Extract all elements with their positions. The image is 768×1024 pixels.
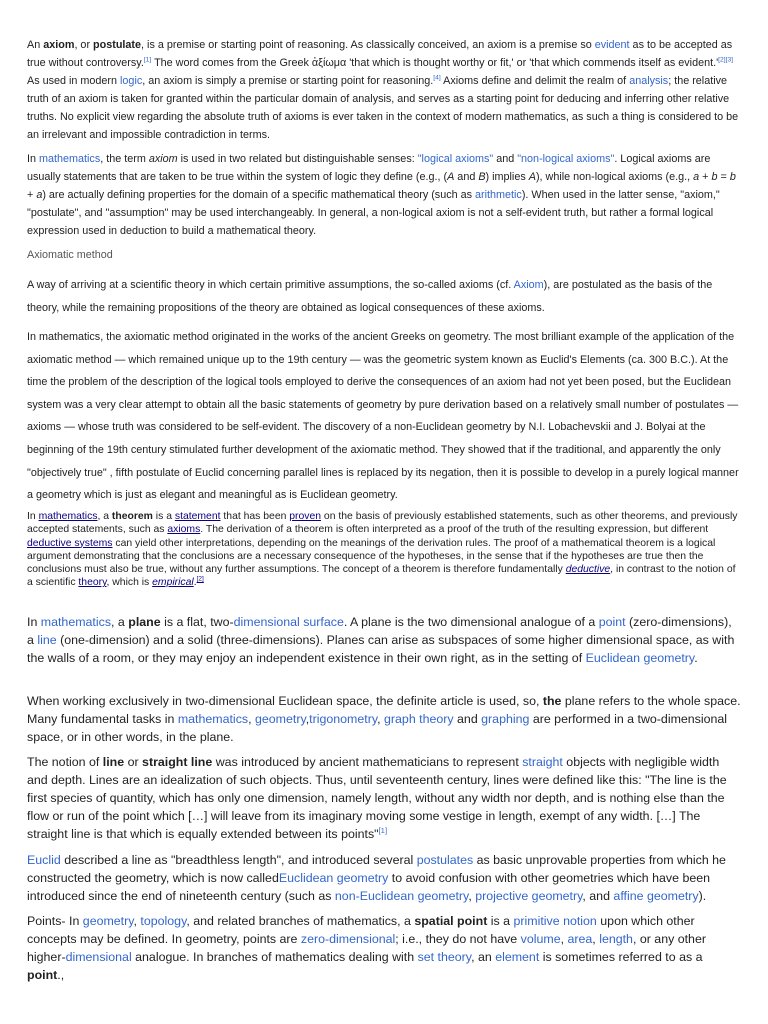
citation-1-line[interactable]: [1] — [378, 825, 388, 835]
link-graphing[interactable]: graphing — [481, 712, 530, 726]
citation-4[interactable]: [4] — [433, 74, 441, 82]
link-point[interactable]: point — [598, 615, 626, 629]
link-euclidean-geometry-2[interactable]: Euclidean geometry — [278, 871, 389, 885]
link-element[interactable]: element — [495, 950, 540, 964]
link-evident[interactable]: evident — [594, 39, 630, 51]
link-surface[interactable]: surface — [303, 615, 344, 629]
link-volume[interactable]: volume — [520, 932, 561, 946]
term-plane: plane — [128, 615, 161, 629]
link-geometry[interactable]: geometry — [254, 712, 306, 726]
link-length[interactable]: length — [599, 932, 633, 946]
term-spatial-point: spatial point — [414, 914, 488, 928]
term-point: point — [27, 968, 58, 982]
link-proven[interactable]: proven — [289, 511, 322, 522]
citation-2-3[interactable]: [2][3] — [718, 56, 734, 64]
link-graph-theory[interactable]: graph theory — [384, 712, 454, 726]
axiom-intro-paragraph: An axiom, or postulate, is a premise or starting point of reasoning. As classically conceived, an axiom is a premise so evident as to be accepted as true without controversy.[1] The word comes from the Greek ἀξίωμα 'that which is thought worthy or fit,' or 'that which commends itself as evident.'[2][3] As used in modern logic, an axiom is simply a premise or starting point for reasoning.[4] Axioms define and delimit the realm of analysis; the relative truth of an axiom is taken for granted within the particular domain of analysis, and serves as a starting point for deducing and inferring other relative truths. No explicit view regarding the absolute truth of axioms is ever taken in the context of modern mathematics, as such a thing is considered to be an irrelevant and impossible contradiction in terms. — [27, 39, 739, 141]
link-mathematics-2[interactable]: mathematics — [177, 712, 249, 726]
plane-definition-paragraph: In mathematics, a plane is a flat, two-dimensional surface. A plane is the two dimensional analogue of a point (zero-dimensions), a line (one-dimension) and a solid (three-dimensions). Planes can arise as subspaces of some higher dimensional space, as with the walls of a room, or they may enjoy an independent existence in their own right, as in the setting of Euclidean geometry. — [27, 615, 735, 665]
link-logical-axioms[interactable]: "logical axioms" — [417, 153, 494, 165]
link-topology[interactable]: topology — [140, 914, 187, 928]
plane-usage-paragraph: When working exclusively in two-dimensional Euclidean space, the definite article is used, so, the plane refers to the whole space. Many fundamental tasks in mathematics, geometry,trigonometry, graph theory and graphing are performed in a two-dimensional space, or in other words, in the plane. — [27, 694, 741, 744]
term-straight-line: straight line — [142, 755, 213, 769]
term-theorem: theorem — [111, 511, 153, 522]
link-dimensional-2[interactable]: dimensional — [65, 950, 132, 964]
link-deductive-systems[interactable]: deductive systems — [27, 537, 113, 549]
link-axioms[interactable]: axioms — [167, 524, 201, 536]
link-theory[interactable]: theory — [78, 577, 107, 589]
term-line: line — [102, 755, 125, 769]
link-zero-dimensional[interactable]: zero-dimensional — [300, 932, 396, 946]
link-mathematics[interactable]: mathematics — [39, 153, 101, 165]
section-heading-axiomatic-method: Axiomatic method — [27, 249, 113, 261]
link-primitive-notion[interactable]: primitive notion — [513, 914, 597, 928]
link-geometry-points[interactable]: geometry — [82, 914, 134, 928]
link-empirical[interactable]: empirical — [152, 577, 194, 589]
link-non-euclidean-geometry[interactable]: non-Euclidean geometry — [334, 889, 469, 903]
link-euclidean-geometry[interactable]: Euclidean geometry — [585, 651, 695, 665]
link-arithmetic[interactable]: arithmetic — [475, 189, 522, 201]
link-set-theory[interactable]: set theory — [417, 950, 472, 964]
euclid-paragraph: Euclid described a line as "breadthless length", and introduced several postulates as basic unprovable properties from which he constructed the geometry, which is now calledEuclidean geometry to avoid confusion with other geometries which have been introduced since the end of nineteenth century (such as non-Euclidean geometry, projective geometry, and affine geometry). — [27, 853, 726, 903]
link-postulates[interactable]: postulates — [416, 853, 474, 867]
link-analysis[interactable]: analysis — [629, 75, 669, 87]
axiomatic-history-paragraph: In mathematics, the axiomatic method originated in the works of the ancient Greeks on geometry. The most brilliant example of the application of the axiomatic method — which remained unique up to the 19th century — was the geometric system known as Euclid's Elements (ca. 300 B.C.). At the time the problem of the description of the logical tools employed to derive the consequences of an axiom had not yet been posed, but the Euclidean system was a very clear attempt to obtain all the basic statements of geometry by pure derivation based on a relatively small number of postulates — axioms — whose truth was considered to be self-evident. The discovery of a non-Euclidean geometry by N.I. Lobachevskii and J. Bolyai at the beginning of the 19th century stimulated further development of the axiomatic method. They showed that if the traditional, and apparently the only "objectively true" , fifth postulate of Euclid concerning parallel lines is replaced by its negation, then it is possible to develop in a purely logical manner a geometry which is just as elegant and meaningful as is Euclidean geometry. — [27, 331, 739, 502]
citation-1[interactable]: [1] — [143, 56, 152, 64]
link-logic[interactable]: logic — [120, 75, 143, 87]
link-area[interactable]: area — [567, 932, 593, 946]
link-affine-geometry[interactable]: affine geometry — [613, 889, 699, 903]
link-deductive[interactable]: deductive — [565, 564, 611, 576]
term-axiom: axiom — [43, 39, 75, 51]
theorem-paragraph: In mathematics, a theorem is a statement that has been proven on the basis of previously established statements, such as other theorems, and previously accepted statements, such as axioms. The derivation of a theorem is often interpreted as a proof of the truth of the resulting expression, but different deductive systems can yield other interpretations, depending on the meanings of the derivation rules. The proof of a mathematical theorem is a logical argument demonstrating that the conclusions are a necessary consequence of the hypotheses, in the sense that if the hypotheses are true then the conclusions must also be true, without any further assumptions. The concept of a theorem is therefore fundamentally deductive, in contrast to the notion of a scientific theory, which is empirical.[2] — [27, 511, 738, 589]
link-dimensional[interactable]: dimensional — [233, 615, 300, 629]
axiom-senses-paragraph: In mathematics, the term axiom is used in two related but distinguishable senses: "logical axioms" and "non-logical axioms". Logical axioms are usually statements that are taken to be true within the system of logic they define (e.g., (A and B) implies A), while non-logical axioms (e.g., a + b = b + a) are actually defining properties for the domain of a specific mathematical theory (such as arithmetic). When used in the latter sense, "axiom," "postulate", and "assumption" may be used interchangeably. In general, a non-logical axiom is not a self-evident truth, but rather a formal logical expression used in deduction to build a mathematical theory. — [27, 153, 736, 237]
link-line[interactable]: line — [37, 633, 57, 647]
link-axiom[interactable]: Axiom — [513, 279, 544, 291]
link-straight[interactable]: straight — [522, 755, 563, 769]
points-paragraph: Points- In geometry, topology, and related branches of mathematics, a spatial point is a primitive notion upon which other concepts may be defined. In geometry, points are zero-dimensional; i.e., they do not have volume, area, length, or any other higher-dimensional analogue. In branches of mathematics dealing with set theory, an element is sometimes referred to as a point., — [27, 914, 706, 982]
link-mathematics-theorem[interactable]: mathematics — [38, 511, 98, 522]
link-projective-geometry[interactable]: projective geometry — [475, 889, 583, 903]
link-statement[interactable]: statement — [174, 511, 221, 522]
term-the: the — [542, 694, 562, 708]
citation-2-theorem[interactable]: [2] — [196, 576, 204, 584]
axiomatic-definition-paragraph: A way of arriving at a scientific theory in which certain primitive assumptions, the so-called axioms (cf. Axiom), are postulated as the basis of the theory, while the remaining propositions of the theory are obtained as logical consequences of these axioms. — [27, 279, 713, 314]
link-euclid[interactable]: Euclid — [27, 853, 61, 867]
line-definition-paragraph: The notion of line or straight line was introduced by ancient mathematicians to represent straight objects with negligible width and depth. Lines are an idealization of such objects. Thus, until seventeenth century, lines were defined like this: "The line is the first species of quantity, which has only one dimension, namely length, without any width nor depth, and is nothing else than the flow or run of the point which […] will leave from its imaginary moving some vestige in length, exempt of any width. […] The straight line is that which is equally extended between its points"[1] — [27, 755, 727, 841]
link-trigonometry[interactable]: trigonometry — [309, 712, 378, 726]
link-mathematics-plane[interactable]: mathematics — [40, 615, 112, 629]
term-postulate: postulate — [93, 39, 142, 51]
link-non-logical-axioms[interactable]: "non-logical axioms" — [517, 153, 615, 165]
